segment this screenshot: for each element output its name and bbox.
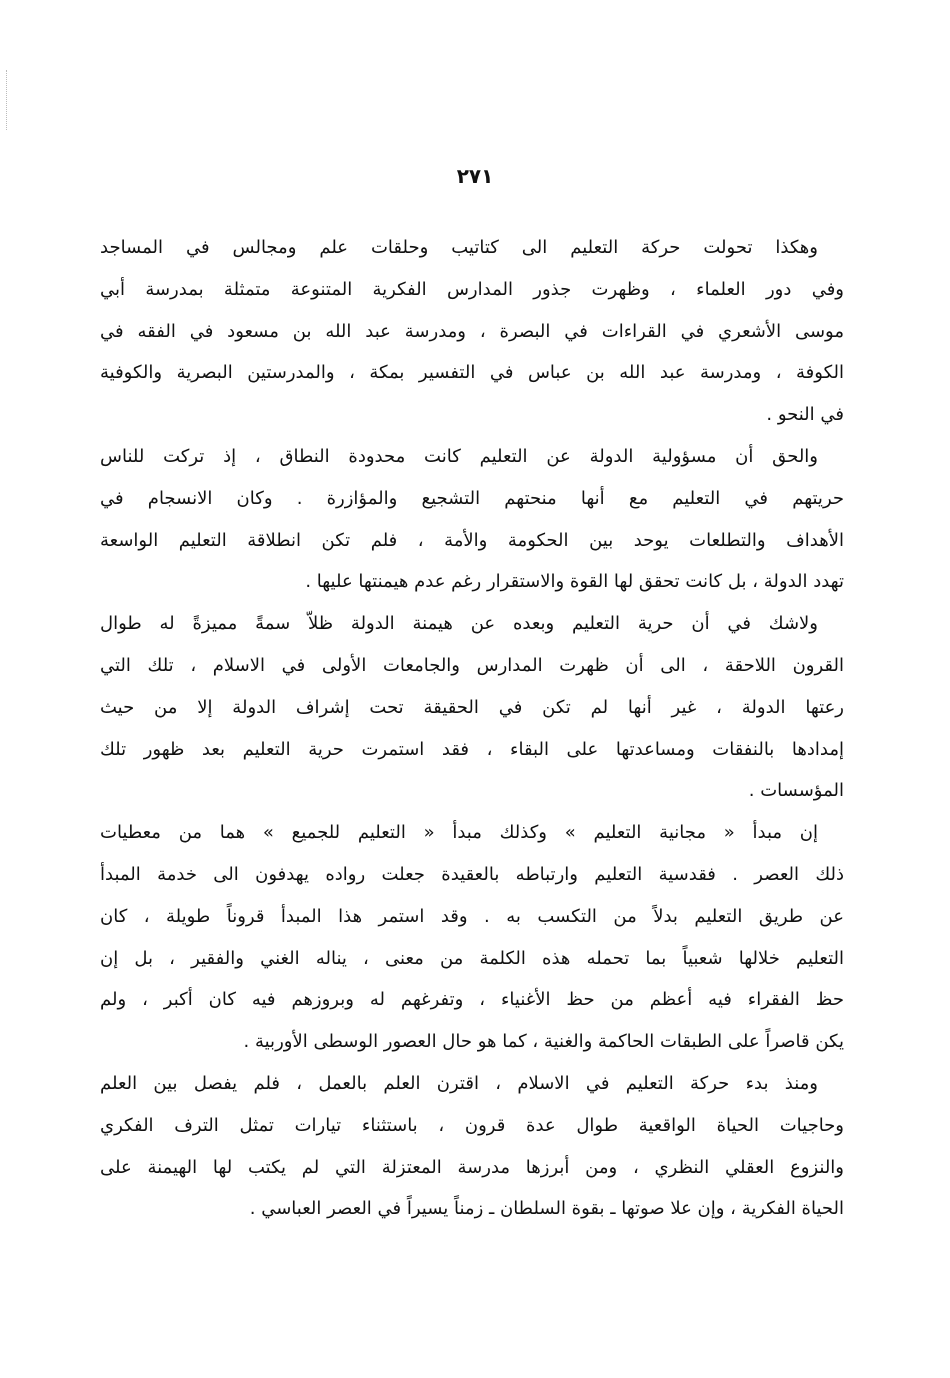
text-line: تهدد الدولة ، بل كانت تحقق لها القوة والاستقرار رغم عدم هيمنتها عليها . (305, 571, 844, 593)
text-line: الحياة الفكرية ، وإن علا صوتها ـ بقوة السلطان ـ زمناً يسيراً في العصر العباسي . (249, 1198, 844, 1220)
text-line: في النحو . (766, 404, 844, 426)
text-line: الكوفة ، ومدرسة عبد الله بن عباس في التفسير بمكة ، والمدرستين البصرية والكوفية (100, 362, 844, 384)
scan-edge-mark (6, 70, 8, 130)
text-line: القرون اللاحقة ، الى أن ظهرت المدارس والجامعات الأولى في الاسلام ، تلك التي (100, 654, 844, 676)
text-line: ذلك العصر . فقدسية التعليم وارتباطه بالعقيدة جعلت رواده يهدفون الى خدمة المبدأ (100, 863, 844, 885)
text-line: موسى الأشعري في القراءات في البصرة ، ومدرسة عبد الله بن مسعود في الفقه في (100, 320, 844, 342)
text-line: والنزوع العقلي النظري ، ومن أبرزها مدرسة المعتزلة التي لم يكتب لها الهيمنة على (100, 1156, 844, 1178)
text-line: ولاشك في أن حرية التعليم وبعده عن هيمنة الدولة ظلاّ سمةً مميزةً له طوال (100, 613, 818, 635)
text-line: إمدادها بالنفقات ومساعدتها على البقاء ، فقد استمرت حرية التعليم بعد ظهور تلك (100, 738, 844, 760)
text-line: رعتها الدولة ، غير أنها لم تكن في الحقيقة تحت إشراف الدولة إلا من حيث (100, 696, 844, 718)
text-line: وهكذا تحولت حركة التعليم الى كتاتيب وحلقات علم ومجالس في المساجد (100, 237, 818, 258)
text-line: وفي دور العلماء ، وظهرت جذور المدارس الفكرية المتنوعة متمثلة بمدرسة أبي (100, 278, 844, 300)
text-line: حظ الفقراء فيه أعظم من حظ الأغنياء ، وتفرغهم له وبروزهم فيه كان أكبر ، ولم (100, 989, 844, 1011)
text-line: والحق أن مسؤولية الدولة عن التعليم كانت محدودة النطاق ، إذ تركت للناس (100, 445, 818, 467)
body-text (100, 227, 844, 1230)
text-line: عن طريق التعليم بدلاً من التكسب به . وقد استمر هذا المبدأ قروناً طويلة ، كان (100, 905, 844, 927)
text-line: يكن قاصراً على الطبقات الحاكمة والغنية ، كما هو حال العصور الوسطى الأوربية . (243, 1031, 844, 1053)
text-line: إن مبدأ « مجانية التعليم » وكذلك مبدأ « التعليم للجميع » هما من معطيات (100, 822, 818, 844)
text-line: المؤسسات . (748, 780, 844, 802)
text-line: التعليم خلالها شعبياً بما تحمله هذه الكلمة من معنى ، يناله الغني والفقير ، بل إن (100, 947, 844, 969)
text-line: الأهداف والتطلعات يوحد بين الحكومة والأمة ، فلم تكن انطلاقة التعليم الواسعة (100, 529, 844, 551)
text-line: وحاجيات الحياة الواقعية طوال عدة قرون ، باستثناء تيارات تمثل الترف الفكري (100, 1114, 844, 1136)
text-line: حريتهم في التعليم مع أنها منحتهم التشجيع والمؤازرة . وكان الانسجام في (100, 487, 844, 509)
text-line: ومنذ بدء حركة التعليم في الاسلام ، اقترن العلم بالعمل ، فلم يفصل بين العلم (100, 1072, 818, 1094)
page-number: ٢٧١ (456, 164, 494, 188)
